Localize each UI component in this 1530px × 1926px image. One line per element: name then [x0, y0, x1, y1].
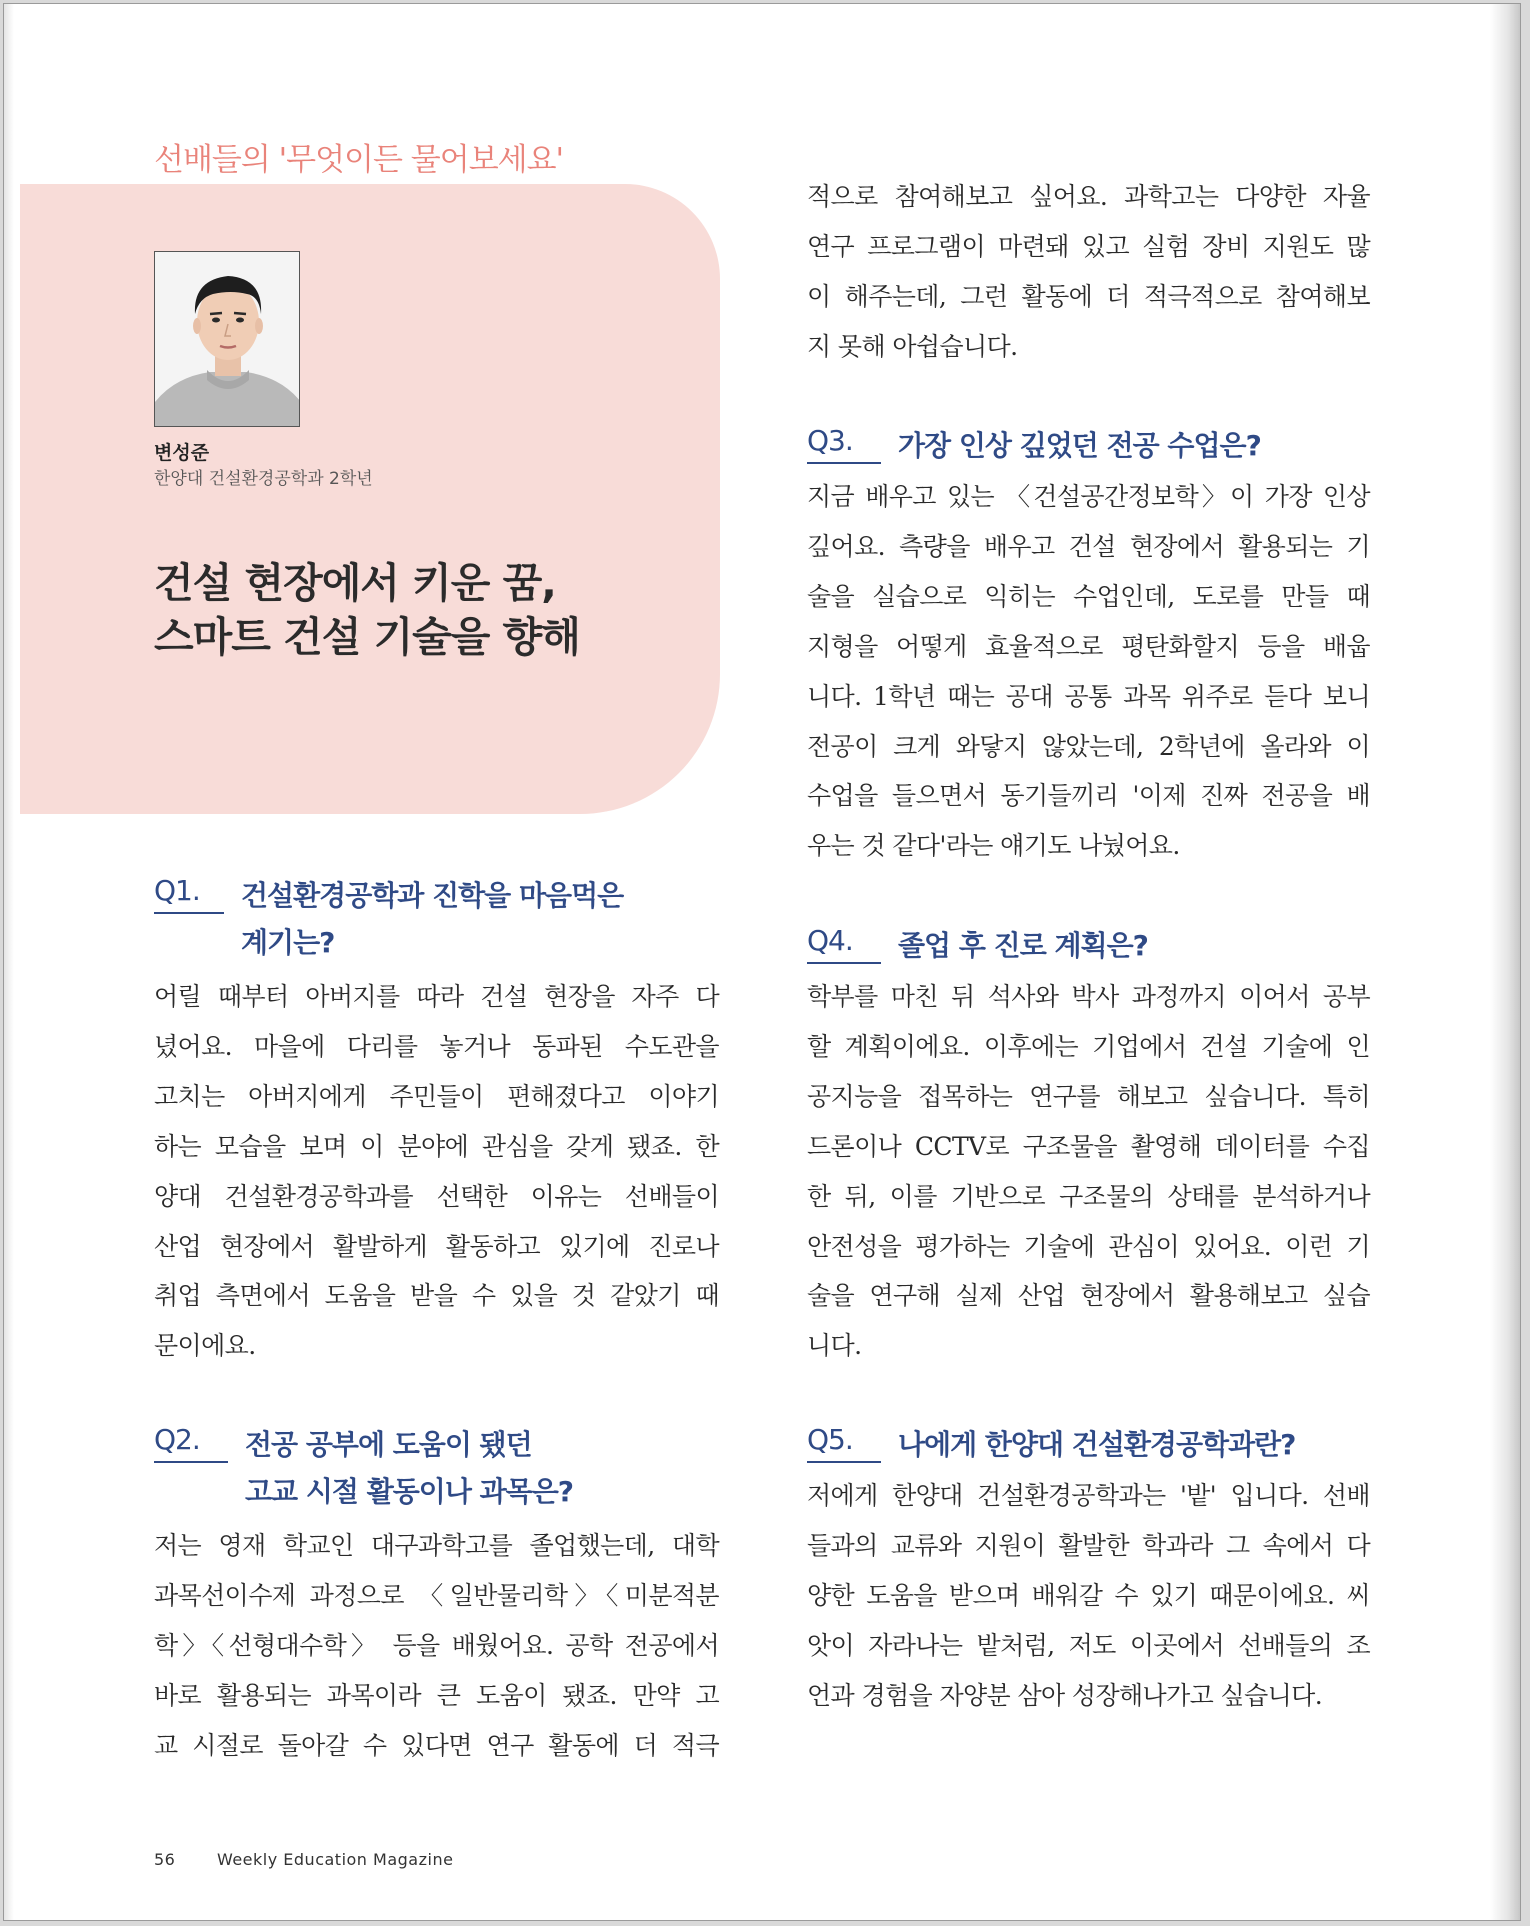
answer-line: 양대 건설환경공학과를 선택한 이유는 선배들이	[154, 1181, 719, 1211]
question-number: Q2.	[154, 1423, 200, 1456]
question-block-3	[807, 424, 1370, 871]
answer-line: 안전성을 평가하는 기술에 관심이 있어요. 이런 기	[807, 1231, 1370, 1261]
answer-line: 적으로 참여해보고 싶어요. 과학고는 다양한 자율	[807, 182, 1370, 211]
portrait-image	[155, 252, 300, 427]
answer-text	[807, 472, 1370, 871]
answer-line: 공지능을 접목하는 연구를 해보고 싶습니다. 특히	[807, 1081, 1370, 1111]
answer-line: 전공이 크게 와닿지 않았는데, 2학년에 올라와 이	[807, 731, 1370, 761]
profile-panel	[20, 184, 720, 814]
question-underline	[154, 1461, 228, 1463]
answer-line: 고치는 아버지에게 주민들이 편해졌다고 이야기	[154, 1081, 719, 1111]
answer-line: 학〉〈선형대수학〉 등을 배웠어요. 공학 전공에서	[154, 1630, 719, 1660]
answer-line: 어릴 때부터 아버지를 따라 건설 현장을 자주 다	[154, 982, 719, 1011]
answer-line: 술을 연구해 실제 산업 현장에서 활용해보고 싶습	[807, 1281, 1370, 1311]
answer-line: 니다.	[807, 1331, 862, 1361]
question-header	[154, 874, 719, 922]
answer-line: 한 뒤, 이를 기반으로 구조물의 상태를 분석하거나	[807, 1181, 1370, 1211]
question-header	[807, 424, 1370, 472]
magazine-name: Weekly Education Magazine	[216, 1850, 454, 1869]
answer-line: 하는 모습을 보며 이 분야에 관심을 갖게 됐죠. 한	[154, 1131, 719, 1161]
question-underline	[807, 1461, 881, 1463]
question-title: 건설환경공학과 진학을 마음먹은	[241, 879, 624, 912]
answer-line: 학부를 마친 뒤 석사와 박사 과정까지 이어서 공부	[807, 982, 1370, 1011]
answer-line: 문이에요.	[154, 1331, 256, 1361]
answer-line: 녔어요. 마을에 다리를 놓거나 동파된 수도관을	[154, 1031, 719, 1061]
answer-line: 양한 도움을 받으며 배워갈 수 있기 때문이에요. 씨	[807, 1580, 1370, 1610]
profile-photo	[154, 251, 300, 427]
answer-line: 깊어요. 측량을 배우고 건설 현장에서 활용되는 기	[807, 531, 1370, 561]
person-affiliation: 한양대 건설환경공학과 2학년	[154, 469, 373, 489]
answer-line: 지형을 어떻게 효율적으로 평탄화할지 등을 배웁	[807, 631, 1370, 661]
page-footer	[154, 1850, 453, 1869]
answer-line: 지 못해 아쉽습니다.	[807, 331, 1018, 361]
question-title-continued: 고교 시절 활동이나 과목은?	[245, 1475, 574, 1508]
answer-line: 앗이 자라나는 밭처럼, 저도 이곳에서 선배들의 조	[807, 1630, 1370, 1660]
answer-line: 바로 활용되는 과목이라 큰 도움이 됐죠. 만약 고	[154, 1680, 719, 1710]
question-title: 나에게 한양대 건설환경공학과란?	[898, 1428, 1296, 1461]
answer-line: 우는 것 같다'라는 얘기도 나눴어요.	[807, 831, 1180, 861]
answer-continued-block	[807, 172, 1370, 372]
answer-text-continued	[807, 172, 1370, 372]
question-block-5	[807, 1423, 1370, 1721]
question-title: 졸업 후 진로 계획은?	[898, 929, 1148, 962]
answer-line: 이 해주는데, 그런 활동에 더 적극적으로 참여해보	[807, 281, 1370, 311]
answer-line: 산업 현장에서 활발하게 활동하고 있기에 진로나	[154, 1231, 719, 1261]
answer-line: 니다. 1학년 때는 공대 공통 과목 위주로 듣다 보니	[807, 681, 1370, 711]
answer-text	[807, 972, 1370, 1371]
question-underline	[154, 912, 224, 914]
answer-line: 언과 경험을 자양분 삼아 성장해나가고 싶습니다.	[807, 1680, 1323, 1710]
answer-text	[154, 1521, 719, 1771]
headline-line-1: 건설 현장에서 키운 꿈,	[154, 559, 556, 607]
page-left-shadow	[4, 4, 14, 1920]
answer-line: 들과의 교류와 지원이 활발한 학과라 그 속에서 다	[807, 1530, 1370, 1560]
question-number: Q3.	[807, 424, 853, 457]
answer-line: 교 시절로 돌아갈 수 있다면 연구 활동에 더 적극	[154, 1730, 719, 1760]
question-title: 가장 인상 깊었던 전공 수업은?	[898, 429, 1261, 462]
question-header	[807, 1423, 1370, 1471]
answer-line: 술을 실습으로 익히는 수업인데, 도로를 만들 때	[807, 581, 1370, 611]
answer-line: 저에게 한양대 건설환경공학과는 '밭' 입니다. 선배	[807, 1481, 1370, 1510]
answer-text	[807, 1471, 1370, 1721]
question-title: 전공 공부에 도움이 됐던	[245, 1428, 532, 1461]
question-title-continued: 계기는?	[241, 926, 335, 959]
answer-line: 지금 배우고 있는 〈건설공간정보학〉이 가장 인상	[807, 482, 1370, 511]
question-block-2	[154, 1423, 719, 1771]
question-underline	[807, 962, 881, 964]
person-name: 변성준	[154, 442, 210, 464]
question-header	[807, 924, 1370, 972]
question-underline	[807, 462, 881, 464]
answer-line: 취업 측면에서 도움을 받을 수 있을 것 같았기 때	[154, 1281, 719, 1311]
section-label: 선배들의 '무엇이든 물어보세요'	[154, 142, 564, 178]
answer-line: 수업을 들으면서 동기들끼리 '이제 진짜 전공을 배	[807, 781, 1370, 811]
magazine-page	[3, 3, 1521, 1921]
question-block-1	[154, 874, 719, 1371]
question-block-4	[807, 924, 1370, 1371]
answer-text	[154, 972, 719, 1371]
page-number: 56	[154, 1850, 176, 1869]
page-right-shadow	[1490, 4, 1520, 1920]
question-number: Q1.	[154, 874, 200, 907]
question-header	[154, 1423, 719, 1471]
headline-line-2: 스마트 건설 기술을 향해	[154, 613, 580, 661]
article-headline	[154, 556, 580, 664]
answer-line: 드론이나 CCTV로 구조물을 촬영해 데이터를 수집	[807, 1131, 1370, 1161]
answer-line: 과목선이수제 과정으로 〈일반물리학〉〈미분적분	[154, 1580, 719, 1610]
answer-line: 저는 영재 학교인 대구과학고를 졸업했는데, 대학	[154, 1531, 719, 1560]
answer-line: 연구 프로그램이 마련돼 있고 실험 장비 지원도 많	[807, 231, 1370, 261]
question-number: Q5.	[807, 1423, 853, 1456]
question-number: Q4.	[807, 924, 853, 957]
answer-line: 할 계획이에요. 이후에는 기업에서 건설 기술에 인	[807, 1031, 1370, 1061]
